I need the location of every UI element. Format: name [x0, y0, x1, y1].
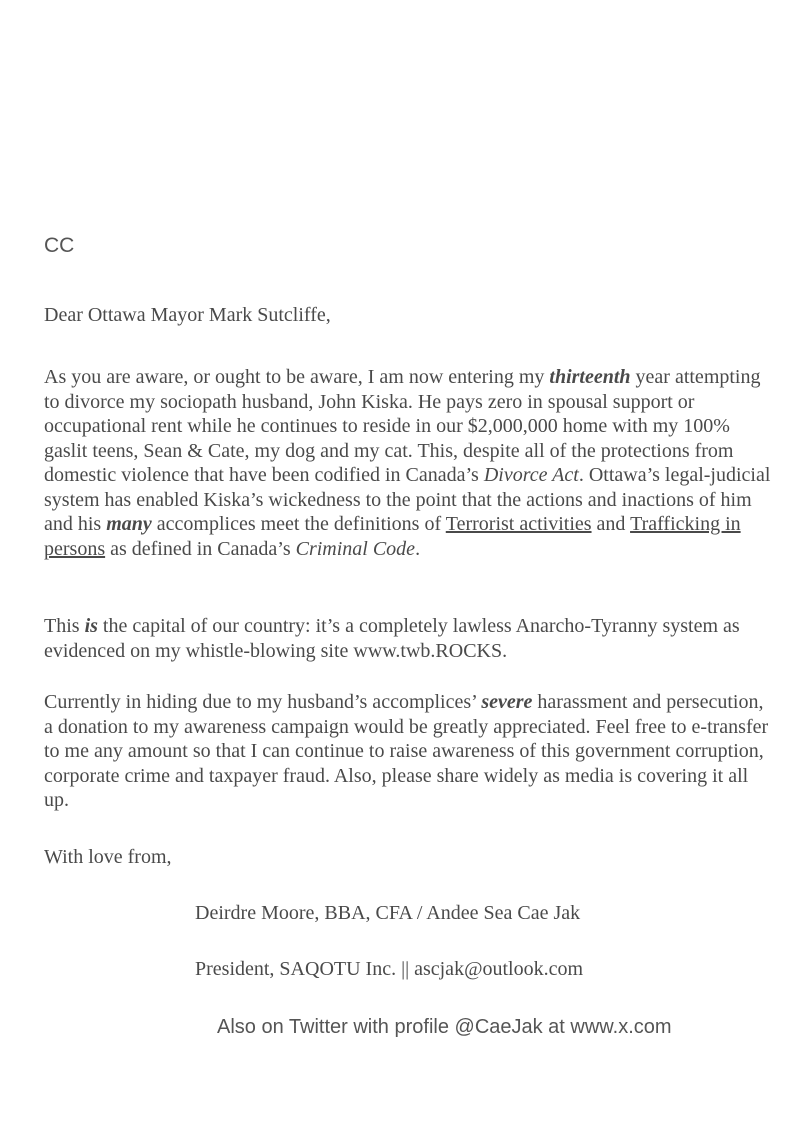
- p2-text-2: the capital of our country: it’s a completely lawless Anarcho-Tyranny system as evidenced on my whistle-blowing site www.twb.ROCKS.: [44, 615, 740, 662]
- twitter-note: Also on Twitter with profile @CaeJak at www.x.com: [217, 1016, 672, 1038]
- p1-text-6: as defined in Canada’s: [105, 537, 296, 560]
- paragraph-1: [44, 365, 774, 561]
- p1-text-2: year attempting to divorce my sociopath husband, John Kiska. He pays zero in spousal support or occupational rent while he continues to reside in our $2,000,000 home with my 100% gaslit teens, Sean & Cate, my dog and my cat. This, despite all of the protections from domestic violence that have been codified in Canada’s: [44, 366, 761, 486]
- p1-text-1: As you are aware, or ought to be aware, I am now entering my: [44, 366, 550, 388]
- p3-emphasis-severe: severe: [481, 691, 533, 713]
- p1-criminal-code: Criminal Code: [295, 537, 416, 560]
- closing: With love from,: [44, 846, 172, 868]
- p1-emphasis-thirteenth: thirteenth: [549, 366, 631, 388]
- cc-label: CC: [44, 234, 75, 257]
- p3-text-1: Currently in hiding due to my husband’s accomplices’: [44, 691, 482, 713]
- signature-title: President, SAQOTU Inc. || ascjak@outlook.com: [195, 958, 584, 980]
- p1-text-3: . Ottawa’s legal-judicial system has enabled Kiska’s wickedness to the point that the actions and inactions of him and his: [44, 464, 771, 535]
- p1-emphasis-many: many: [106, 513, 152, 535]
- p1-text-5: and: [591, 513, 631, 535]
- p2-emphasis-is: is: [84, 615, 98, 637]
- p3-text-2: harassment and persecution, a donation to my awareness campaign would be greatly appreciated. Feel free to e-transfer to me any amount so that I can continue to raise awareness of this government corruption, corporate crime and taxpayer fraud. Also, please share widely as media is covering it all up.: [44, 691, 769, 811]
- p1-trafficking-in-persons: Trafficking in persons: [44, 513, 741, 560]
- p1-text-7: .: [415, 537, 421, 560]
- salutation: Dear Ottawa Mayor Mark Sutcliffe,: [44, 304, 331, 326]
- paragraph-2: [44, 614, 774, 663]
- p2-text-1: This: [44, 615, 85, 637]
- paragraph-3: [44, 690, 774, 813]
- signature-name: Deirdre Moore, BBA, CFA / Andee Sea Cae Jak: [195, 902, 581, 924]
- p1-terrorist-activities: Terrorist activities: [445, 513, 592, 535]
- p1-text-4: accomplices meet the definitions of: [151, 513, 446, 535]
- p1-divorce-act: Divorce Act: [483, 464, 579, 486]
